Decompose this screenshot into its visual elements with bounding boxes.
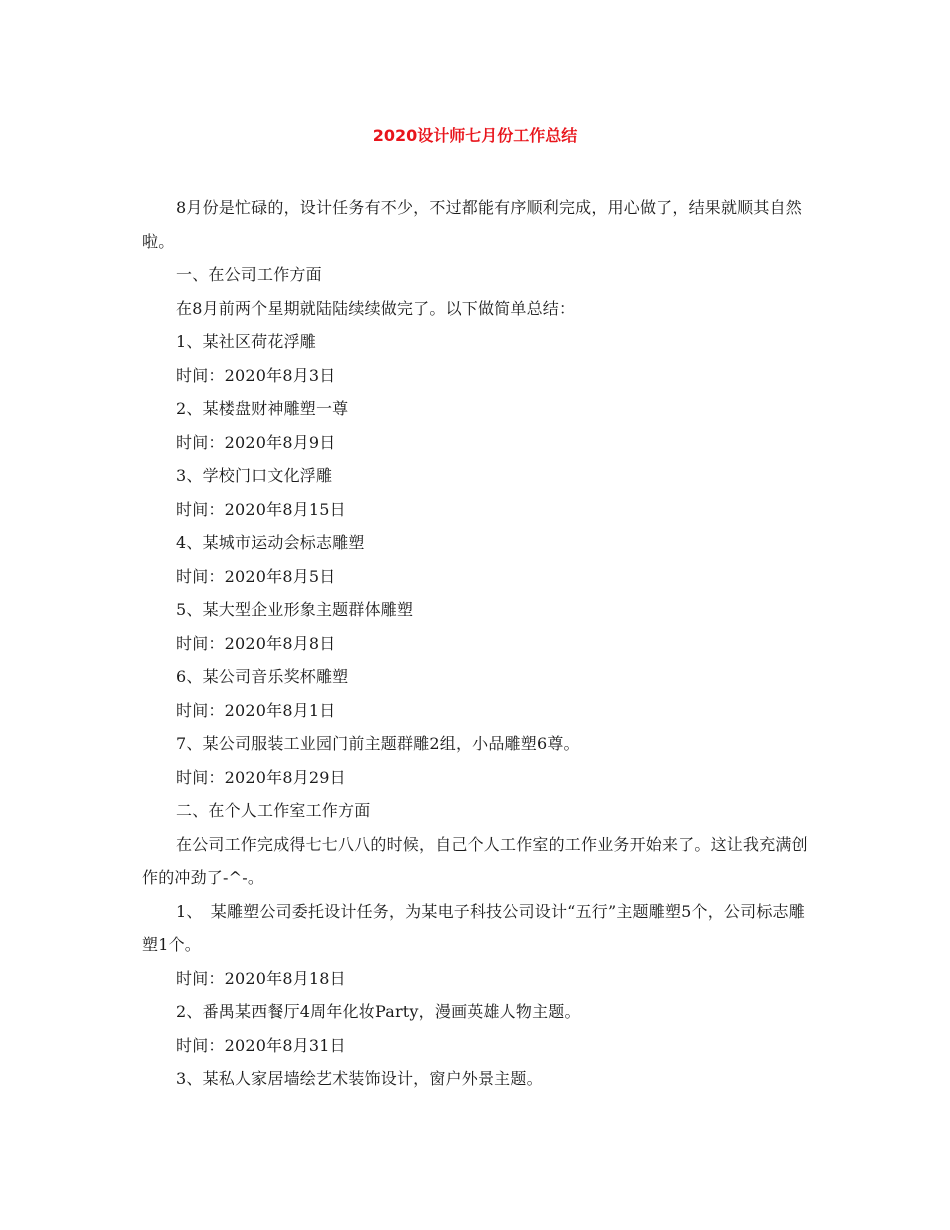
list-item-date: 时间：2020年8月9日 <box>176 432 336 452</box>
list-item-date: 时间：2020年8月5日 <box>176 566 336 586</box>
list-item-date: 时间：2020年8月29日 <box>176 767 346 787</box>
list-item: 3、学校门口文化浮雕 <box>176 466 333 485</box>
list-item-date: 时间：2020年8月8日 <box>176 633 336 653</box>
document-body <box>142 191 818 1096</box>
list-item: 7、某公司服装工业园门前主题群雕2组，小品雕塑6尊。 <box>176 734 580 753</box>
list-item: 5、某大型企业形象主题群体雕塑 <box>176 600 414 619</box>
list-item: 6、某公司音乐奖杯雕塑 <box>176 667 349 686</box>
list-item-date: 时间：2020年8月1日 <box>176 700 336 720</box>
list-item-date: 时间：2020年8月3日 <box>176 365 336 385</box>
list-item-date: 时间：2020年8月31日 <box>176 1035 346 1055</box>
paragraph-studio-intro: 在公司工作完成得七七八八的时候，自己个人工作室的工作业务开始来了。这让我充满创作的冲劲了-^-。 <box>142 834 808 887</box>
list-item: 1、某社区荷花浮雕 <box>176 332 316 351</box>
list-item-date: 时间：2020年8月18日 <box>176 968 346 988</box>
list-item: 1、 某雕塑公司委托设计任务，为某电子科技公司设计“五行”主题雕塑5个，公司标志雕塑1个。 <box>142 901 805 954</box>
section-heading-studio: 二、在个人工作室工作方面 <box>176 801 371 820</box>
list-item: 4、某城市运动会标志雕塑 <box>176 533 365 552</box>
section-heading-company: 一、在公司工作方面 <box>176 265 322 284</box>
paragraph-company-summary: 在8月前两个星期就陆陆续续做完了。以下做简单总结： <box>176 298 576 318</box>
list-item: 2、某楼盘财神雕塑一尊 <box>176 399 349 418</box>
list-item: 2、番禺某西餐厅4周年化妆Party，漫画英雄人物主题。 <box>176 1002 581 1021</box>
paragraph-intro: 8月份是忙碌的，设计任务有不少，不过都能有序顺利完成，用心做了，结果就顺其自然啦。 <box>142 198 802 251</box>
list-item: 3、某私人家居墙绘艺术装饰设计，窗户外景主题。 <box>176 1069 543 1088</box>
list-item-date: 时间：2020年8月15日 <box>176 499 346 519</box>
document-title: 2020设计师七月份工作总结 <box>372 126 578 145</box>
